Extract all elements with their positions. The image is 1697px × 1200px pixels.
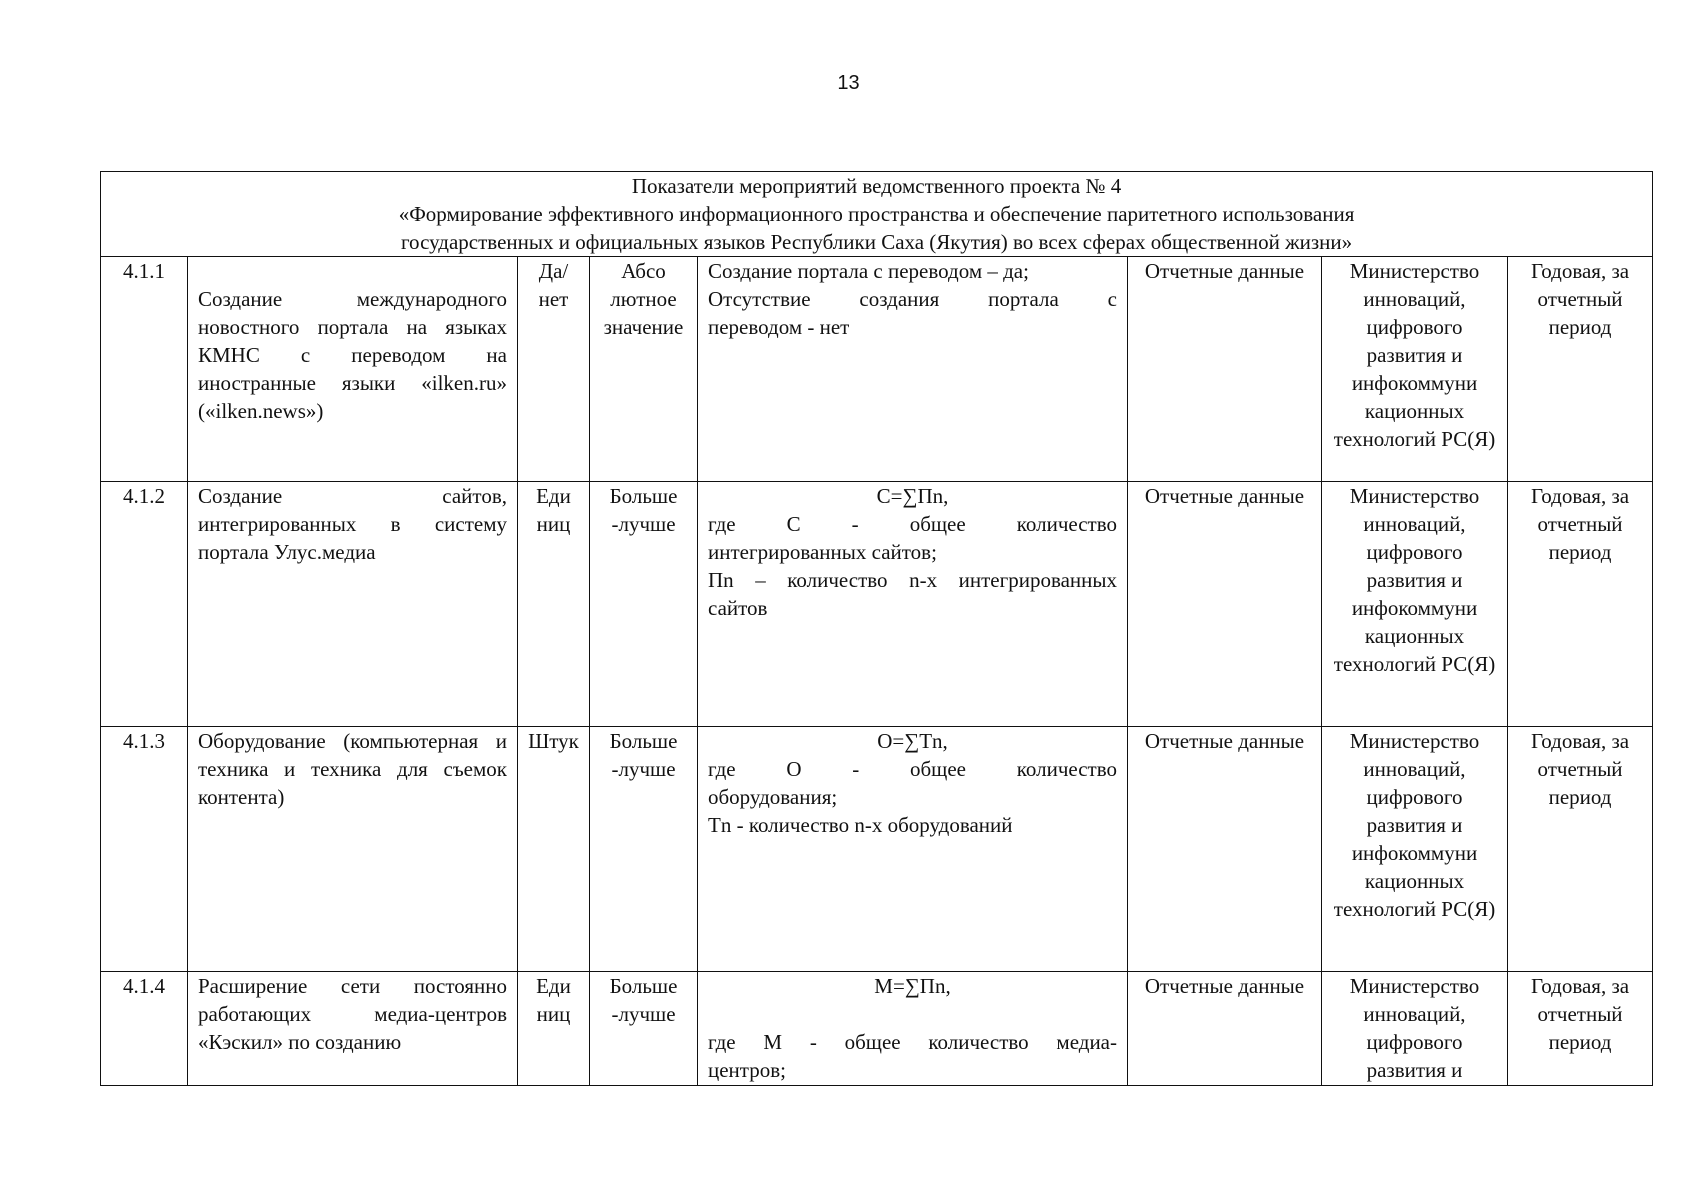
- method-formula: О=∑Тn,: [877, 729, 948, 753]
- indicator-type: Больше -лучше: [590, 482, 698, 727]
- method-line: Отсутствие создания портала с: [708, 287, 1117, 311]
- method-line: Тn - количество n-х оборудований: [708, 813, 1013, 837]
- unit-of-measure: Да/нет: [518, 257, 590, 482]
- unit-of-measure: Еди ниц: [518, 972, 590, 1086]
- method-line: интегрированных сайтов;: [708, 540, 937, 564]
- data-source: Отчетные данные: [1128, 972, 1322, 1086]
- method-formula: С=∑Пn,: [876, 484, 949, 508]
- indicator-name: [188, 257, 518, 482]
- indicator-name: Создание сайтов, интегрированных в систему портала Улус.медиа: [188, 482, 518, 727]
- calculation-method: [698, 972, 1128, 1086]
- method-line: где М - общее количество медиа-: [708, 1030, 1117, 1054]
- periodicity: Годовая, за отчетный период: [1508, 972, 1653, 1086]
- method-line: переводом - нет: [708, 315, 850, 339]
- indicator-type: Абсо лютное значение: [590, 257, 698, 482]
- indicator-type: Больше -лучше: [590, 972, 698, 1086]
- row-number: 4.1.2: [101, 482, 188, 727]
- responsible-body: Министерство инноваций, цифрового развития и инфокоммуни кационных технологий РС(Я): [1322, 257, 1508, 482]
- calculation-method: [698, 257, 1128, 482]
- unit-of-measure: Еди ниц: [518, 482, 590, 727]
- calculation-method: [698, 482, 1128, 727]
- periodicity: Годовая, за отчетный период: [1508, 727, 1653, 972]
- method-line: где С - общее количество: [708, 512, 1117, 536]
- calculation-method: [698, 727, 1128, 972]
- indicator-name-text: Создание международного новостного портала на языках КМНС с переводом на иностранные языки «ilken.ru» («ilken.news»): [198, 287, 507, 423]
- title-line: государственных и официальных языков Республики Саха (Якутия) во всех сферах общественной жизни»: [400, 230, 1353, 254]
- periodicity: Годовая, за отчетный период: [1508, 482, 1653, 727]
- method-line: Пn – количество n-х интегрированных: [708, 568, 1117, 592]
- method-formula: М=∑Пn,: [874, 974, 951, 998]
- page-number: 13: [837, 72, 860, 94]
- unit-of-measure: Штук: [518, 727, 590, 972]
- data-source: Отчетные данные: [1128, 482, 1322, 727]
- table-title: [101, 172, 1653, 257]
- method-line: Создание портала с переводом – да;: [708, 259, 1029, 283]
- responsible-body: Министерство инноваций, цифрового развития и инфокоммуни кационных технологий РС(Я): [1322, 482, 1508, 727]
- method-line: где О - общее количество: [708, 757, 1117, 781]
- table-row: [101, 727, 1653, 972]
- method-line: оборудования;: [708, 785, 838, 809]
- indicator-type: Больше -лучше: [590, 727, 698, 972]
- table-title-row: [101, 172, 1653, 257]
- method-line: сайтов: [708, 596, 768, 620]
- title-line: Показатели мероприятий ведомственного проекта № 4: [631, 174, 1122, 198]
- title-line: «Формирование эффективного информационного пространства и обеспечение паритетного использования: [398, 202, 1355, 226]
- responsible-body: Министерство инноваций, цифрового развития и: [1322, 972, 1508, 1086]
- data-source: Отчетные данные: [1128, 257, 1322, 482]
- table-row: [101, 972, 1653, 1086]
- row-number: 4.1.4: [101, 972, 188, 1086]
- table-row: [101, 482, 1653, 727]
- periodicity: Годовая, за отчетный период: [1508, 257, 1653, 482]
- row-number: 4.1.1: [101, 257, 188, 482]
- indicator-name: Оборудование (компьютерная и техника и техника для съемок контента): [188, 727, 518, 972]
- method-line: центров;: [708, 1058, 786, 1082]
- row-number: 4.1.3: [101, 727, 188, 972]
- indicators-table: [100, 171, 1653, 1086]
- responsible-body: Министерство инноваций, цифрового развития и инфокоммуни кационных технологий РС(Я): [1322, 727, 1508, 972]
- indicator-name: Расширение сети постоянно работающих медиа-центров «Кэскил» по созданию: [188, 972, 518, 1086]
- data-source: Отчетные данные: [1128, 727, 1322, 972]
- table-row: [101, 257, 1653, 482]
